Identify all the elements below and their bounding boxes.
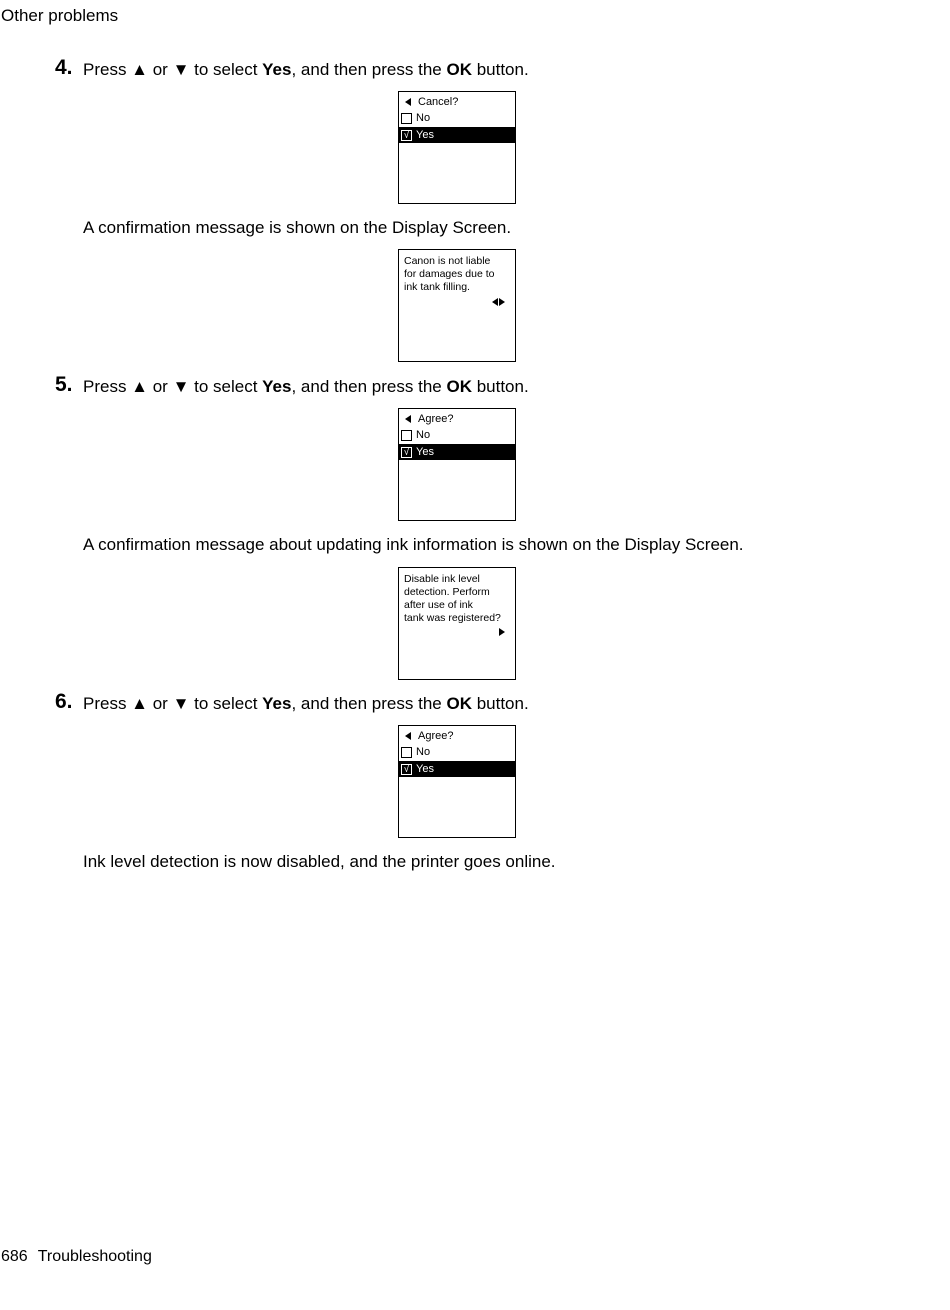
section-name: Troubleshooting [37,1248,152,1265]
step-6-number: 6. [55,690,73,713]
screen-message: Disable ink level detection. Perform after use of ink tank was registered? [404,573,501,624]
step-text-pre: Press ▲ or ▼ to select [83,377,263,396]
confirmation-note: A confirmation message is shown on the Display Screen. [83,218,512,237]
menu-title-text: Agree? [418,412,454,425]
menu-title [403,412,453,426]
step-text-post: button. [471,377,529,396]
display-screen-liability [398,249,516,362]
display-screen-agree-1 [398,408,516,521]
display-screen-cancel [398,91,516,204]
display-screen-disable [398,567,516,680]
checked-checkbox-icon: √ [401,130,412,141]
step-bold-yes: Yes [262,60,292,79]
step-text-post: button. [471,60,529,79]
step-text-pre: Press ▲ or ▼ to select [83,60,263,79]
page-number: 686 [1,1248,28,1265]
display-screen-agree-2 [398,725,516,838]
step-4-number: 4. [55,56,73,79]
option-label: Yes [416,128,434,141]
checkbox-icon [401,113,412,124]
page-footer [1,1248,152,1266]
left-right-arrows-icon [492,298,505,306]
step-text-pre: Press ▲ or ▼ to select [83,694,263,713]
option-label: No [416,111,431,124]
menu-title [403,95,458,109]
option-no [399,427,515,443]
option-no [399,744,515,760]
step-5-text [83,377,529,397]
checked-checkbox-icon: √ [401,764,412,775]
back-arrow-icon [405,415,411,423]
update-info-note: A confirmation message about updating ink information is shown on the Display Screen. [83,535,744,554]
step-text-mid: , and then press the [291,377,447,396]
option-yes-selected [399,127,515,143]
step-bold-ok: OK [446,377,472,396]
option-label: Yes [416,445,434,458]
step-bold-yes: Yes [262,377,292,396]
menu-title-text: Agree? [418,729,454,742]
right-arrow-icon [499,628,505,636]
step-bold-yes: Yes [262,694,292,713]
step-4-text [83,60,529,80]
option-label: No [416,428,431,441]
back-arrow-icon [405,98,411,106]
step-text-mid: , and then press the [291,60,447,79]
left-arrow-icon [492,298,498,306]
option-no [399,110,515,126]
checkbox-icon [401,747,412,758]
screen-message: Canon is not liable for damages due to ink tank filling. [404,255,495,293]
step-bold-ok: OK [446,60,472,79]
menu-title-text: Cancel? [418,95,459,108]
right-arrow-indicator [499,628,505,636]
option-yes-selected [399,444,515,460]
option-yes-selected [399,761,515,777]
step-bold-ok: OK [446,694,472,713]
step-text-post: button. [471,694,529,713]
checkbox-icon [401,430,412,441]
step-text-mid: , and then press the [291,694,447,713]
page-header: Other problems [1,6,119,25]
step-5-number: 5. [55,373,73,396]
checked-checkbox-icon: √ [401,447,412,458]
option-label: No [416,745,431,758]
back-arrow-icon [405,732,411,740]
menu-title [403,729,453,743]
step-6-text [83,694,529,714]
result-note: Ink level detection is now disabled, and the printer goes online. [83,852,556,871]
right-arrow-icon [499,298,505,306]
option-label: Yes [416,762,434,775]
